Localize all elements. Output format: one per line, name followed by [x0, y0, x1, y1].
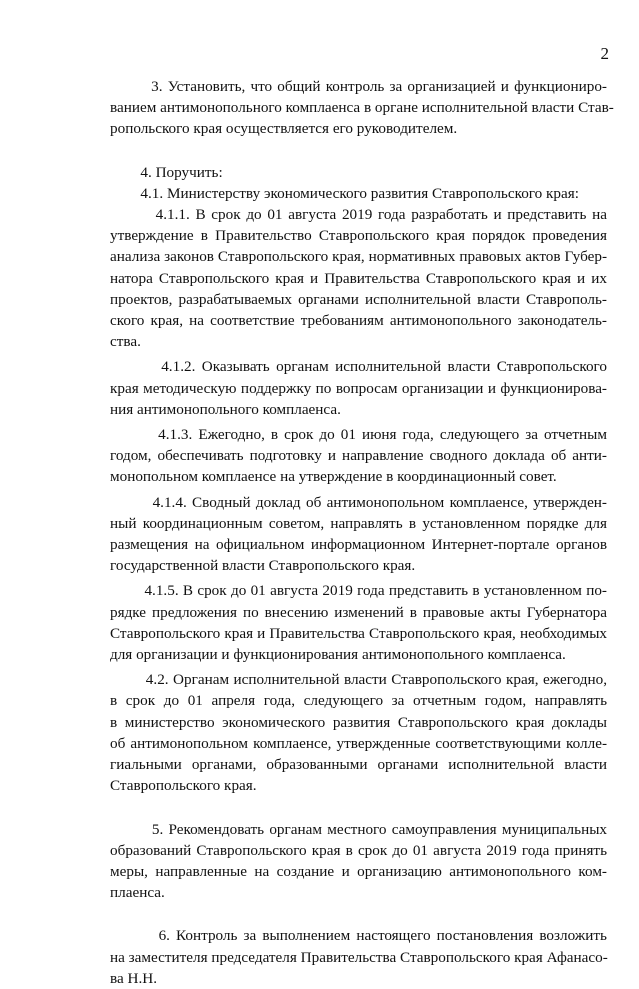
text-line: плаенса.	[110, 884, 165, 902]
text-line: анализа законов Ставропольского края, нормативных правовых актов Губер-	[110, 248, 607, 266]
paragraph-4-1-3	[110, 424, 607, 488]
paragraph-6	[110, 925, 607, 989]
text-line: образований Ставропольского края в срок до 01 августа 2019 года принять	[110, 841, 607, 859]
text-line: 4.1.5. В срок до 01 августа 2019 года представить в установленном по-	[110, 582, 607, 600]
text-line: утверждение в Правительство Ставропольского края порядок проведения	[110, 227, 607, 245]
text-line: Ставропольского края и Правительства Ставропольского края, необходимых	[110, 624, 607, 642]
paragraph-3	[110, 76, 614, 140]
paragraph-4-1-4	[110, 492, 607, 577]
text-line: ропольского края осуществляется его руководителем.	[110, 120, 458, 138]
text-line: об антимонопольном комплаенсе, утвержденные соответствующими колле-	[110, 734, 607, 752]
paragraph-4-1-2	[110, 356, 607, 420]
text-line: 4.1.3. Ежегодно, в срок до 01 июня года, следующего за отчетным	[110, 426, 607, 444]
text-line: 3. Установить, что общий контроль за организацией и функциониро-	[110, 78, 607, 95]
text-line: Ставропольского края.	[110, 777, 257, 795]
paragraph-4	[110, 162, 607, 183]
text-line: на заместителя председателя Правительства Ставропольского края Афанасо-	[110, 948, 608, 966]
text-line: в министерство экономического развития Ставропольского края доклады	[110, 713, 607, 731]
text-line: 4.1.1. В срок до 01 августа 2019 года разработать и представить на	[110, 206, 607, 224]
document-body	[110, 76, 614, 989]
text-line: ства.	[110, 333, 141, 351]
text-line: ния антимонопольного комплаенса.	[110, 400, 341, 418]
text-line: ванием антимонопольного комплаенса в органе исполнительной власти Став-	[110, 99, 614, 117]
text-line: 6. Контроль за выполнением настоящего постановления возложить	[110, 927, 607, 945]
text-line: 4. Поручить:	[110, 163, 223, 181]
text-line: для организации и функционирования антимонопольного комплаенса.	[110, 646, 566, 664]
text-line: натора Ставропольского края и Правительства Ставропольского края и их	[110, 269, 607, 287]
text-line: меры, направленные на создание и организацию антимонопольного ком-	[110, 862, 607, 880]
page-number: 2	[600, 44, 609, 63]
text-line: проектов, разрабатываемых органами исполнительной власти Ставрополь-	[110, 290, 607, 308]
text-line: 4.1. Министерству экономического развития Ставропольского края:	[110, 184, 579, 202]
paragraph-5	[110, 819, 607, 904]
text-line: ный координационным советом, направлять в установленном порядке для	[110, 514, 607, 532]
text-line: 4.1.2. Оказывать органам исполнительной власти Ставропольского	[110, 358, 607, 376]
text-line: 4.2. Органам исполнительной власти Ставропольского края, ежегодно,	[110, 671, 607, 689]
paragraph-4-2	[110, 669, 607, 796]
paragraph-4-1-1	[110, 204, 607, 352]
text-line: ского края, на соответствие требованиям антимонопольного законодатель-	[110, 312, 607, 330]
text-line: монопольном комплаенсе на утверждение в координационный совет.	[110, 468, 557, 486]
text-line: в срок до 01 апреля года, следующего за отчетным годом, направлять	[110, 692, 607, 710]
text-line: ва Н.Н.	[110, 969, 158, 987]
text-line: годом, обеспечивать подготовку и направление сводного доклада об анти-	[110, 447, 607, 465]
text-line: рядке предложения по внесению изменений в правовые акты Губернатора	[110, 603, 607, 621]
text-line: гиальными органами, образованными органами исполнительной власти	[110, 756, 607, 774]
paragraph-4-1-5	[110, 580, 607, 665]
text-line: государственной власти Ставропольского края.	[110, 557, 416, 575]
paragraph-4-1	[110, 183, 607, 204]
text-line: размещения на официальном информационном Интернет-портале органов	[110, 536, 607, 554]
text-line: края методическую поддержку по вопросам организации и функционирова-	[110, 379, 607, 397]
text-line: 5. Рекомендовать органам местного самоуправления муниципальных	[110, 820, 607, 838]
text-line: 4.1.4. Сводный доклад об антимонопольном комплаенсе, утвержден-	[110, 493, 607, 511]
